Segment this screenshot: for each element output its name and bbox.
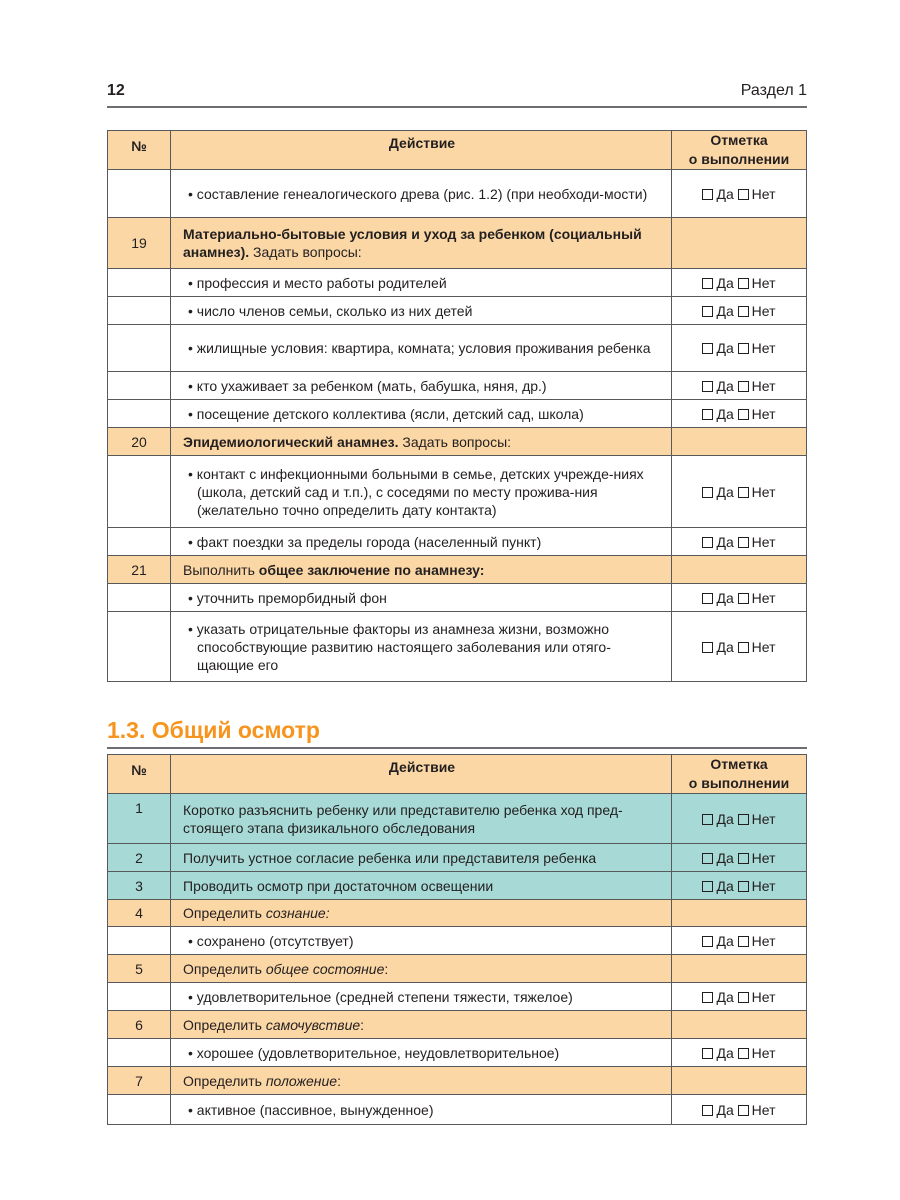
table-row [108, 844, 807, 872]
table-row [108, 456, 807, 528]
mark-cell: Да Нет [672, 325, 807, 372]
yes-checkbox[interactable] [702, 306, 713, 317]
row-number: 5 [108, 955, 171, 983]
yes-checkbox[interactable] [702, 487, 713, 498]
no-checkbox[interactable] [738, 881, 749, 892]
no-checkbox[interactable] [738, 487, 749, 498]
yes-checkbox[interactable] [702, 1048, 713, 1059]
num-header: № [108, 755, 171, 794]
row-text: • активное (пассивное, вынужденное) [188, 1101, 434, 1118]
mark-header-line2: о выполнении [688, 151, 790, 167]
mark-cell: Да Нет [672, 794, 807, 844]
no-checkbox[interactable] [738, 1105, 749, 1116]
row-number: 7 [108, 1067, 171, 1095]
anamnesis-table [107, 130, 807, 682]
row-text: • факт поездки за пределы города (населенный пункт) [188, 533, 542, 550]
table-row [108, 794, 807, 844]
mark-cell: Да Нет [672, 297, 807, 325]
no-checkbox[interactable] [738, 853, 749, 864]
table-row [108, 170, 807, 218]
row-text: Коротко разъяснить ребенку или представителю ребенка ход пред-стоящего этапа физикального обследования [171, 794, 672, 844]
row-number: 1 [108, 794, 171, 844]
section-divider [107, 747, 807, 749]
mark-cell: Да Нет [672, 844, 807, 872]
table-row [108, 1095, 807, 1125]
mark-cell: Да Нет [672, 872, 807, 900]
yes-checkbox[interactable] [702, 593, 713, 604]
table-row [108, 584, 807, 612]
mark-cell: Да Нет [672, 927, 807, 955]
row-text: • профессия и место работы родителей [188, 274, 447, 291]
action-header: Действие [171, 131, 672, 170]
section-title: 1.3. Общий осмотр [107, 717, 320, 743]
table-row [108, 400, 807, 428]
row-text: Проводить осмотр при достаточном освещении [171, 872, 672, 900]
mark-cell: Да Нет [672, 372, 807, 400]
mark-header [672, 131, 807, 170]
mark-cell: Да Нет [672, 400, 807, 428]
row-number: 2 [108, 844, 171, 872]
no-checkbox[interactable] [738, 1048, 749, 1059]
yes-checkbox[interactable] [702, 381, 713, 392]
num-header: № [108, 131, 171, 170]
table-row [108, 983, 807, 1011]
row-text: • хорошее (удовлетворительное, неудовлетворительное) [188, 1044, 560, 1061]
table-row [108, 325, 807, 372]
row-number: 4 [108, 900, 171, 927]
no-checkbox[interactable] [738, 381, 749, 392]
no-checkbox[interactable] [738, 409, 749, 420]
yes-checkbox[interactable] [702, 343, 713, 354]
table-row: 19 Материально-бытовые условия и уход за ребенком (социальный анамнез). Задать вопросы: [108, 218, 807, 269]
row-text: • указать отрицательные факторы из анамнеза жизни, возможно способствующие развитию настоящего заболевания или отяго-щающие его [188, 620, 611, 673]
row-text: • кто ухаживает за ребенком (мать, бабушка, няня, др.) [188, 377, 547, 394]
table-row [108, 1039, 807, 1067]
yes-checkbox[interactable] [702, 881, 713, 892]
row-text: • контакт с инфекционными больными в семье, детских учрежде-ниях (школа, детский сад и т.п.), с соседями по месту прожива-ния (желательно точно определить дату контакта) [188, 465, 644, 518]
no-checkbox[interactable] [738, 278, 749, 289]
table-row [108, 269, 807, 297]
no-checkbox[interactable] [738, 343, 749, 354]
table-header-row [108, 131, 807, 170]
no-checkbox[interactable] [738, 593, 749, 604]
no-checkbox[interactable] [738, 936, 749, 947]
mark-header-line2: о выполнении [688, 775, 790, 791]
mark-header-line1: Отметка [710, 132, 768, 148]
table-header-row [108, 755, 807, 794]
mark-header-line1: Отметка [710, 756, 768, 772]
row-text: • составление генеалогического древа (рис. 1.2) (при необходи-мости) [188, 185, 648, 202]
no-checkbox[interactable] [738, 306, 749, 317]
row-number: 3 [108, 872, 171, 900]
table-row: 21 Выполнить общее заключение по анамнезу: [108, 556, 807, 584]
mark-cell: Да Нет [672, 612, 807, 682]
table-row [108, 297, 807, 325]
general-exam-table [107, 754, 807, 1125]
table-row: 4 Определить сознание: [108, 900, 807, 927]
mark-cell: Да Нет [672, 456, 807, 528]
mark-cell: Да Нет [672, 584, 807, 612]
table-row: 5 Определить общее состояние: [108, 955, 807, 983]
yes-checkbox[interactable] [702, 936, 713, 947]
row-text: • уточнить преморбидный фон [188, 589, 387, 606]
yes-checkbox[interactable] [702, 409, 713, 420]
action-header: Действие [171, 755, 672, 794]
yes-checkbox[interactable] [702, 189, 713, 200]
row-number: 19 [108, 218, 171, 269]
no-checkbox[interactable] [738, 189, 749, 200]
table-row [108, 528, 807, 556]
mark-cell: Да Нет [672, 983, 807, 1011]
yes-checkbox[interactable] [702, 992, 713, 1003]
row-number: 20 [108, 428, 171, 456]
mark-cell: Да Нет [672, 528, 807, 556]
mark-header [672, 755, 807, 794]
row-number: 6 [108, 1011, 171, 1039]
row-text: • жилищные условия: квартира, комната; условия проживания ребенка [188, 340, 651, 356]
row-text: Получить устное согласие ребенка или представителя ребенка [171, 844, 672, 872]
table-row [108, 872, 807, 900]
yes-checkbox[interactable] [702, 278, 713, 289]
yes-checkbox[interactable] [702, 1105, 713, 1116]
yes-checkbox[interactable] [702, 814, 713, 825]
row-text: • сохранено (отсутствует) [188, 932, 354, 949]
yes-checkbox[interactable] [702, 642, 713, 653]
no-checkbox[interactable] [738, 814, 749, 825]
row-text: • посещение детского коллектива (ясли, детский сад, школа) [188, 405, 584, 422]
mark-cell: Да Нет [672, 269, 807, 297]
row-text: • число членов семьи, сколько из них детей [188, 302, 473, 319]
no-checkbox[interactable] [738, 992, 749, 1003]
table-row: 6 Определить самочувствие: [108, 1011, 807, 1039]
table-row [108, 927, 807, 955]
mark-cell: Да Нет [672, 1095, 807, 1125]
row-text: • удовлетворительное (средней степени тяжести, тяжелое) [188, 988, 573, 1005]
row-number: 21 [108, 556, 171, 584]
table-row: 7 Определить положение: [108, 1067, 807, 1095]
no-checkbox[interactable] [738, 537, 749, 548]
table-row [108, 612, 807, 682]
section-name: Раздел 1 [740, 82, 807, 99]
mark-cell: Да Нет [672, 170, 807, 218]
yes-checkbox[interactable] [702, 853, 713, 864]
table-row [108, 372, 807, 400]
table-row: 20 Эпидемиологический анамнез. Задать вопросы: [108, 428, 807, 456]
yes-checkbox[interactable] [702, 537, 713, 548]
page-number: 12 [107, 82, 125, 99]
page-header [107, 80, 807, 108]
mark-cell: Да Нет [672, 1039, 807, 1067]
no-checkbox[interactable] [738, 642, 749, 653]
